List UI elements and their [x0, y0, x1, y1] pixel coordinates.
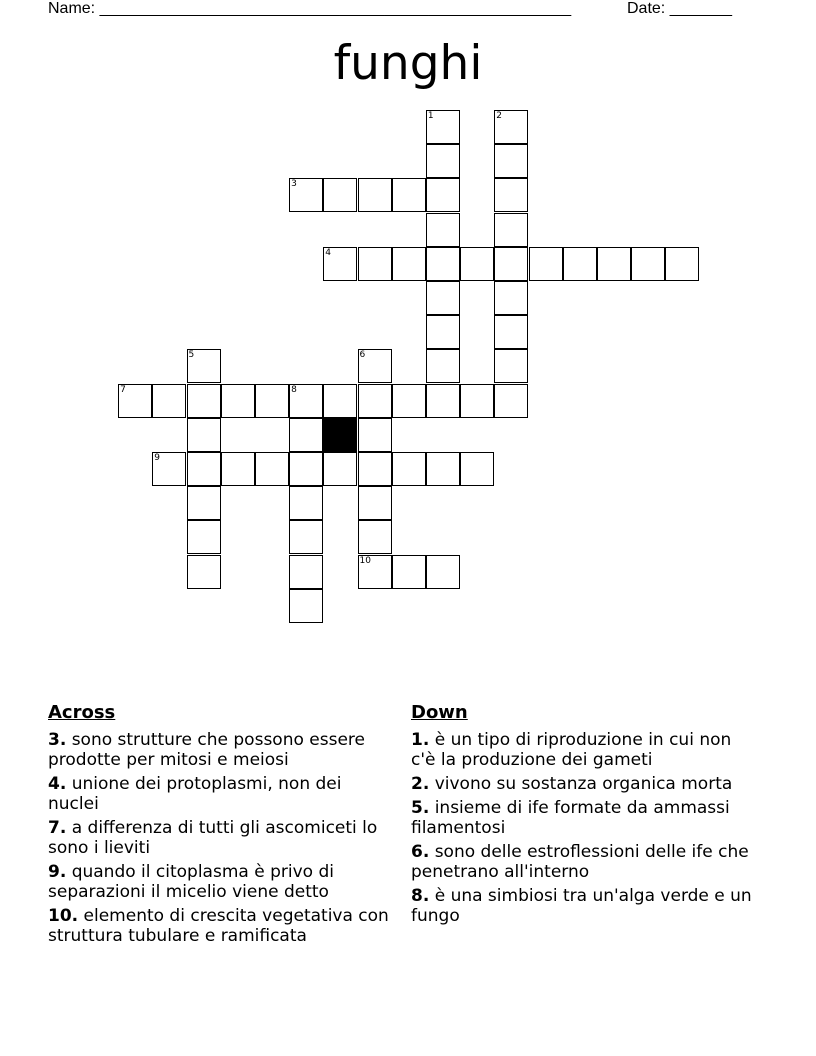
grid-cell[interactable]	[426, 349, 460, 383]
clue-item	[48, 906, 393, 946]
grid-cell[interactable]	[426, 110, 460, 144]
clue-item	[48, 730, 393, 770]
clue-number: 9	[154, 453, 161, 463]
clue-num: 7.	[48, 818, 67, 838]
grid-cell[interactable]	[323, 384, 357, 418]
clue-number: 4	[325, 247, 332, 258]
grid-cell[interactable]	[221, 384, 255, 418]
black-block	[323, 418, 357, 452]
grid-cell[interactable]	[289, 589, 323, 623]
grid-cell[interactable]	[426, 178, 460, 212]
grid-cell[interactable]	[152, 384, 186, 418]
down-clues	[411, 702, 756, 930]
grid-cell[interactable]	[323, 452, 357, 486]
clue-text: è una simbiosi tra un'alga verde e un fungo	[411, 886, 752, 926]
grid-cell[interactable]	[494, 315, 528, 349]
clue-item	[411, 798, 756, 838]
grid-cell[interactable]	[323, 178, 357, 212]
clue-num: 6.	[411, 842, 430, 862]
grid-cell[interactable]	[426, 247, 460, 281]
clue-item	[411, 774, 756, 794]
page-title: funghi	[333, 36, 483, 91]
clue-num: 3.	[48, 730, 67, 750]
grid-cell[interactable]	[289, 555, 323, 589]
grid-cell[interactable]	[426, 213, 460, 247]
grid-cell[interactable]	[494, 213, 528, 247]
clue-num: 9.	[48, 862, 67, 882]
grid-cell[interactable]	[392, 178, 426, 212]
grid-cell[interactable]	[392, 384, 426, 418]
grid-cell[interactable]	[494, 247, 528, 281]
clue-num: 4.	[48, 774, 67, 794]
grid-cell[interactable]	[255, 452, 289, 486]
clue-num: 10.	[48, 906, 79, 926]
clue-text: elemento di crescita vegetativa con struttura tubulare e ramificata	[48, 906, 389, 946]
clue-number: 3	[291, 179, 297, 190]
clue-item	[48, 774, 393, 814]
grid-cell[interactable]	[426, 144, 460, 178]
across-heading: Across	[48, 702, 116, 723]
grid-cell[interactable]	[187, 384, 221, 418]
grid-cell[interactable]	[563, 247, 597, 281]
clue-item	[48, 818, 393, 858]
grid-cell[interactable]	[426, 555, 460, 589]
grid-cell[interactable]	[460, 452, 494, 486]
grid-cell[interactable]	[187, 520, 221, 554]
grid-cell[interactable]	[460, 247, 494, 281]
grid-cell[interactable]	[289, 520, 323, 554]
grid-cell[interactable]	[426, 315, 460, 349]
clue-number: 10	[359, 555, 371, 566]
date-field-label[interactable]: Date: _______	[627, 0, 732, 17]
grid-cell[interactable]	[494, 349, 528, 383]
grid-cell[interactable]	[494, 110, 528, 144]
grid-cell[interactable]	[323, 247, 357, 281]
clue-text: quando il citoplasma è privo di separazioni il micelio viene detto	[48, 862, 334, 902]
grid-cell[interactable]	[358, 418, 392, 452]
clue-item	[48, 862, 393, 902]
grid-cell[interactable]	[187, 349, 221, 383]
clue-item	[411, 886, 756, 926]
clue-text: sono strutture che possono essere prodotte per mitosi e meiosi	[48, 730, 365, 770]
grid-cell[interactable]	[187, 555, 221, 589]
grid-cell[interactable]	[494, 384, 528, 418]
clue-number: 8	[291, 384, 297, 395]
grid-cell[interactable]	[358, 349, 392, 383]
grid-cell[interactable]	[426, 452, 460, 486]
grid-cell[interactable]	[665, 247, 699, 281]
grid-cell[interactable]	[187, 418, 221, 452]
clue-number: 5	[188, 350, 195, 361]
clue-text: a differenza di tutti gli ascomiceti lo sono i lieviti	[48, 818, 378, 858]
clue-item	[411, 842, 756, 882]
grid-cell[interactable]	[358, 178, 392, 212]
grid-cell[interactable]	[289, 178, 323, 212]
grid-cell[interactable]	[426, 384, 460, 418]
grid-cell[interactable]	[289, 452, 323, 486]
grid-cell[interactable]	[358, 384, 392, 418]
grid-cell[interactable]	[118, 384, 152, 418]
grid-cell[interactable]	[187, 452, 221, 486]
grid-cell[interactable]	[289, 486, 323, 520]
clue-text: è un tipo di riproduzione in cui non c'è la produzione dei gameti	[411, 730, 732, 770]
clue-text: sono delle estroflessioni delle ife che penetrano all'interno	[411, 842, 749, 882]
grid-cell[interactable]	[358, 555, 392, 589]
grid-cell[interactable]	[494, 281, 528, 315]
grid-cell[interactable]	[392, 452, 426, 486]
clue-num: 8.	[411, 886, 430, 906]
grid-cell[interactable]	[597, 247, 631, 281]
clue-number: 7	[120, 384, 126, 395]
down-heading: Down	[411, 702, 468, 723]
grid-cell[interactable]	[460, 384, 494, 418]
clue-number: 2	[496, 111, 503, 121]
grid-cell[interactable]	[494, 144, 528, 178]
grid-cell[interactable]	[494, 178, 528, 212]
clue-text: vivono su sostanza organica morta	[429, 774, 733, 794]
clue-text: unione dei protoplasmi, non dei nuclei	[48, 774, 342, 814]
clue-item	[411, 730, 756, 770]
grid-cell[interactable]	[358, 486, 392, 520]
grid-cell[interactable]	[255, 384, 289, 418]
grid-cell[interactable]	[289, 418, 323, 452]
clue-number: 6	[359, 350, 366, 361]
grid-cell[interactable]	[426, 281, 460, 315]
grid-cell[interactable]	[187, 486, 221, 520]
grid-cell[interactable]	[358, 520, 392, 554]
grid-cell[interactable]	[529, 247, 563, 281]
grid-cell[interactable]	[152, 452, 186, 486]
grid-cell[interactable]	[221, 452, 255, 486]
name-field-label[interactable]: Name: _____________________________________________________	[48, 0, 572, 17]
grid-cell[interactable]	[358, 247, 392, 281]
clue-num: 5.	[411, 798, 430, 818]
grid-cell[interactable]	[289, 384, 323, 418]
grid-cell[interactable]	[392, 555, 426, 589]
clue-number: 1	[427, 111, 434, 121]
clue-text: insieme di ife formate da ammassi filamentosi	[411, 798, 730, 838]
grid-cell[interactable]	[631, 247, 665, 281]
clue-num: 1.	[411, 730, 430, 750]
clue-num: 2.	[411, 774, 430, 794]
across-clues	[48, 702, 393, 950]
grid-cell[interactable]	[392, 247, 426, 281]
grid-cell[interactable]	[358, 452, 392, 486]
